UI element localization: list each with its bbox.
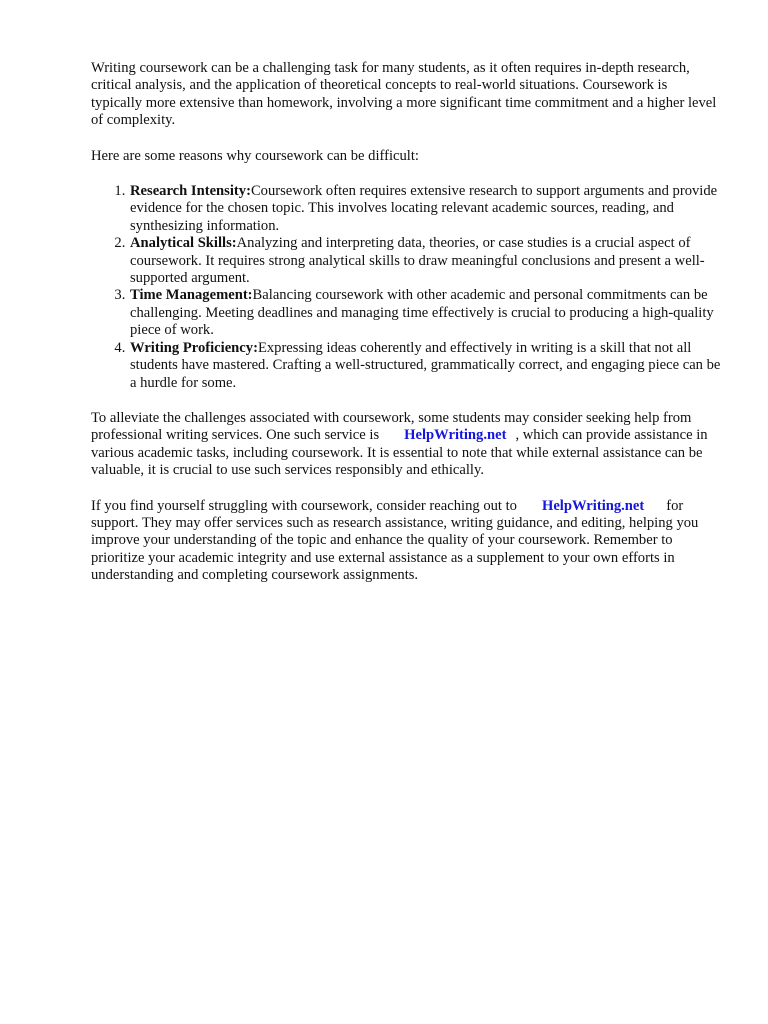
help-text-before: To alleviate the challenges associated with coursework, some students may consider seeking help from professional writing services. One such service is — [91, 409, 692, 444]
list-item — [129, 235, 721, 287]
reason-term: Writing Proficiency: — [130, 339, 258, 356]
closing-paragraph — [91, 498, 721, 585]
intro-paragraph: Writing coursework can be a challenging task for many students, as it often requires in-depth research, critical analysis, and the application of theoretical concepts to real-world situations. Coursework is typically more extensive than homework, involving a more significant time commitment and a higher level of complexity. — [91, 60, 717, 129]
closing-text-after: for support. They may offer services such as research assistance, writing guidance, and editing, helping you improve your understanding of the topic and enhance the quality of your coursework. Remember to prioritize your academic integrity and use external assistance as a supplement to your own efforts in understanding and completing coursework assignments. — [91, 497, 699, 584]
document-page — [91, 60, 721, 603]
closing-text-before: If you find yourself struggling with coursework, consider reaching out to — [91, 497, 517, 514]
list-item — [129, 287, 721, 339]
reason-text: Coursework often requires extensive research to support arguments and provide evidence for the chosen topic. This involves locating relevant academic sources, reading, and synthesizing information. — [130, 183, 718, 234]
reasons-list — [91, 183, 721, 392]
help-paragraph — [91, 410, 721, 480]
reason-text: Balancing coursework with other academic and personal commitments can be challenging. Meeting deadlines and managing time effectively is crucial to producing a high-quality piece of work. — [130, 287, 714, 339]
reason-text: Expressing ideas coherently and effectively in writing is a skill that not all students have mastered. Crafting a well-structured, grammatically correct, and engaging piece can be a hurdle for some. — [130, 339, 721, 391]
reason-text: Analyzing and interpreting data, theories, or case studies is a crucial aspect of coursework. It requires strong analytical skills to draw meaningful conclusions and present a well-supported argument. — [130, 235, 705, 287]
helpwriting-link[interactable]: HelpWriting.net — [404, 427, 507, 444]
help-text-after: , which can provide assistance in various academic tasks, including coursework. It is essential to note that while external assistance can be valuable, it is crucial to use such services responsibly and ethically. — [91, 427, 708, 479]
helpwriting-link-2[interactable]: HelpWriting.net — [541, 497, 645, 514]
list-item — [129, 183, 721, 235]
reason-term: Research Intensity: — [130, 183, 251, 200]
reason-term: Analytical Skills: — [130, 235, 237, 252]
reasons-lead: Here are some reasons why coursework can be difficult: — [91, 147, 419, 164]
list-item — [129, 340, 721, 392]
reason-term: Time Management: — [130, 287, 253, 304]
